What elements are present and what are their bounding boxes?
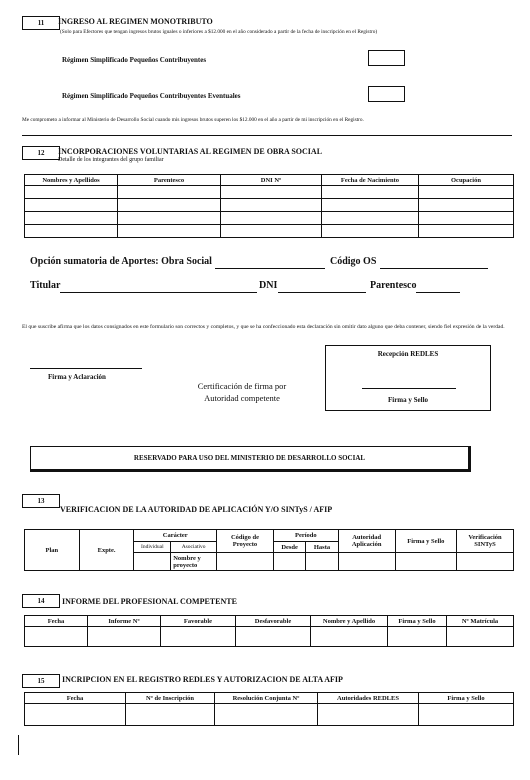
section-11-number: 11 — [22, 16, 60, 30]
table-row — [25, 212, 514, 225]
section-14-title: INFORME DEL PROFESIONAL COMPETENTE — [62, 597, 237, 606]
dni-label: DNI — [259, 280, 278, 291]
col-plan: Plan — [25, 530, 80, 571]
col-asociativo: Asociativo — [171, 541, 217, 553]
firma-sello-label: Firma y Sello — [387, 396, 429, 404]
regimen-option-2-label: Régimen Simplificado Pequeños Contribuyentes Eventuales — [62, 92, 241, 100]
section-12-number: 12 — [22, 146, 60, 160]
col-autoridad: Autoridad Aplicación — [338, 530, 395, 553]
col-verificacion-sintys: Verificación SINTyS — [457, 530, 514, 553]
col-caracter: Carácter — [134, 530, 217, 542]
section-12-subtitle: Detalle de los integrantes del grupo familiar — [58, 157, 164, 163]
codigo-os-label: Código OS — [330, 256, 377, 267]
margin-line — [18, 735, 19, 755]
table-row — [25, 186, 514, 199]
col-fecha: Fecha — [25, 616, 88, 627]
col-ocupacion: Ocupación — [419, 175, 514, 186]
section-13-number: 13 — [22, 494, 60, 508]
section-15-number: 15 — [22, 674, 60, 688]
col-hasta: Hasta — [306, 541, 338, 553]
col-codigo-proyecto: Código de Proyecto — [217, 530, 274, 553]
table-row — [25, 225, 514, 238]
col-favorable: Favorable — [161, 616, 236, 627]
parentesco-label: Parentesco — [370, 280, 417, 291]
col-individual: Individual — [134, 541, 171, 553]
col-informe: Informe Nº — [88, 616, 161, 627]
col-nombre-apellido: Nombre y Apellido — [311, 616, 388, 627]
regimen-option-2-checkbox[interactable] — [368, 86, 405, 102]
section-12-title: INCORPORACIONES VOLUNTARIAS AL REGIMEN DE OBRA SOCIAL — [58, 147, 323, 156]
reserved-banner — [30, 446, 471, 472]
col-parentesco: Parentesco — [118, 175, 221, 186]
table-row — [25, 199, 514, 212]
col-firma-sello: Firma y Sello — [395, 530, 456, 553]
section-13-title: VERIFICACION DE LA AUTORIDAD DE APLICACIÓN Y/O SINTyS / AFIP — [60, 505, 333, 514]
table-row — [25, 704, 514, 726]
col-firma-sello: Firma y Sello — [419, 693, 514, 704]
col-nombre-proyecto: Nombre y proyecto — [171, 553, 217, 571]
titular-label: Titular — [30, 280, 61, 291]
section-15-title: INCRIPCION EN EL REGISTRO REDLES Y AUTORIZACION DE ALTA AFIP — [62, 675, 343, 684]
verification-table — [24, 529, 514, 571]
section-divider — [22, 135, 512, 136]
col-firma-sello: Firma y Sello — [388, 616, 447, 627]
parentesco-field[interactable] — [416, 292, 460, 293]
col-periodo: Período — [273, 530, 338, 542]
obra-social-field[interactable] — [215, 268, 325, 269]
col-expte: Expte. — [79, 530, 134, 571]
family-members-table — [24, 174, 514, 238]
col-fecha-nacimiento: Fecha de Nacimiento — [322, 175, 419, 186]
col-matricula: Nº Matrícula — [447, 616, 514, 627]
commitment-text: Me comprometo a informar al Ministerio de Desarrollo Social cuando mis ingresos brutos superen los $12.000 en el año a partir de mi inscripción en el Registro. — [22, 117, 364, 123]
recepcion-signature-line[interactable] — [362, 388, 456, 389]
col-desde: Desde — [273, 541, 305, 553]
regimen-option-1-label: Régimen Simplificado Pequeños Contribuyentes — [62, 56, 207, 64]
regimen-option-1-checkbox[interactable] — [368, 50, 405, 66]
codigo-os-field[interactable] — [380, 268, 488, 269]
certificacion-label: Certificación de firma por Autoridad competente — [197, 381, 287, 403]
professional-report-table — [24, 615, 514, 647]
reserved-banner-text: RESERVADO PARA USO DEL MINISTERIO DE DESARROLLO SOCIAL — [133, 454, 366, 462]
section-11-title: INGRESO AL REGIMEN MONOTRIBUTO — [58, 17, 213, 26]
firma-aclaracion-label: Firma y Aclaración — [48, 373, 106, 381]
col-dni: DNI Nº — [221, 175, 322, 186]
col-autoridades: Autoridades REDLES — [318, 693, 419, 704]
recepcion-redles-label: Recepción REDLES — [377, 350, 439, 358]
declaration-text: El que suscribe afirma que los datos consignados en este formulario son correctos y completos, y que se ha confeccionado esta declaración sin omitir dato alguno que deba contener, siendo fiel expresión de la verdad. — [22, 324, 505, 330]
col-desfavorable: Desfavorable — [236, 616, 311, 627]
dni-field[interactable] — [278, 292, 366, 293]
titular-field[interactable] — [60, 292, 257, 293]
recepcion-redles-box — [325, 345, 491, 411]
col-fecha: Fecha — [25, 693, 126, 704]
col-inscripcion: Nº de Inscripción — [126, 693, 215, 704]
section-14-number: 14 — [22, 594, 60, 608]
obra-social-label: Opción sumatoria de Aportes: Obra Social — [30, 256, 212, 267]
section-11-note: (Solo para Efectores que tengan ingresos brutos iguales o inferiores a $12.000 en el año considerado a partir de la fecha de inscripción en el Registro) — [60, 29, 378, 35]
col-resolucion: Resolución Conjunta Nº — [215, 693, 318, 704]
signature-line[interactable] — [30, 368, 142, 369]
table-row — [25, 627, 514, 647]
registration-table — [24, 692, 514, 726]
col-nombres: Nombres y Apellidos — [25, 175, 118, 186]
